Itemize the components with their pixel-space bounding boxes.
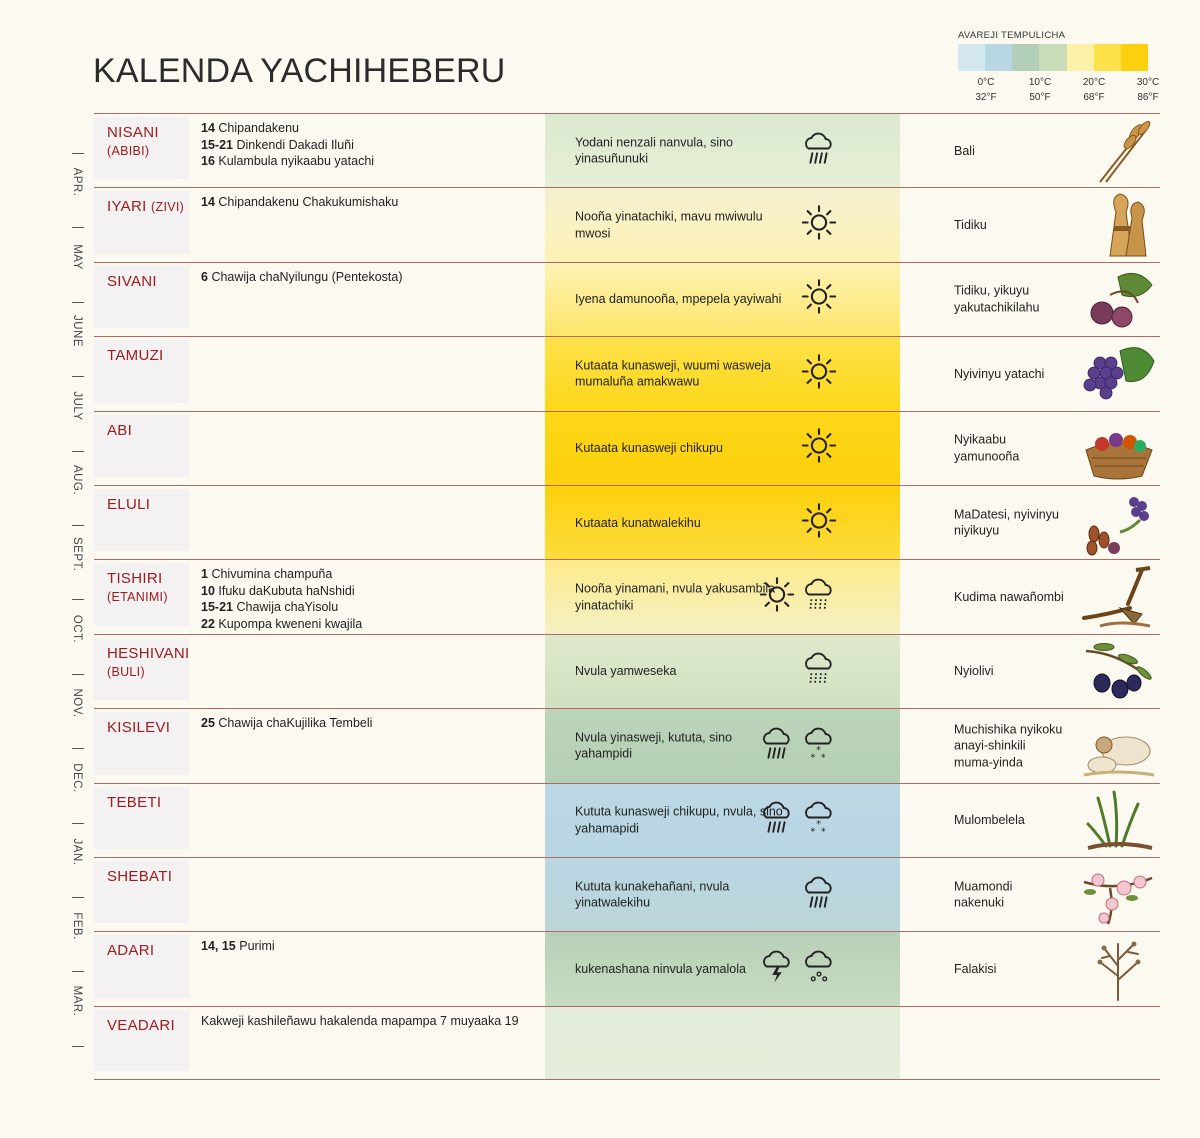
festival-line xyxy=(201,269,541,286)
agriculture-text: Nyivinyu yatachi xyxy=(954,366,1045,381)
festival-date: 1 xyxy=(201,567,208,582)
weather-text: Nvula yinasweji, kututa, sino yahampidi xyxy=(575,730,733,761)
hebrew-month-cell xyxy=(94,712,189,774)
weather-cell xyxy=(545,188,900,261)
hebrew-month-label: IYARI xyxy=(107,198,147,216)
hebrew-month-label: TAMUZI xyxy=(107,347,164,365)
festival-name: Chipandakenu Chakukumishaku xyxy=(218,195,399,210)
month-row xyxy=(94,411,1160,485)
legend-swatch xyxy=(1012,44,1039,71)
svg-text:*: * xyxy=(810,826,816,838)
drizzle-cloud-icon xyxy=(800,649,838,694)
hebrew-month-cell xyxy=(94,638,189,700)
festivals-cell xyxy=(201,715,541,732)
svg-text:*: * xyxy=(810,752,816,764)
festival-line xyxy=(201,120,541,137)
festival-date: 25 xyxy=(201,716,215,731)
festival-name: Chipandakenu xyxy=(218,121,300,135)
hebrew-month-cell xyxy=(94,266,189,328)
gregorian-month-label: DEC. xyxy=(71,762,83,793)
gregorian-month-label: MAR. xyxy=(71,985,83,1017)
temperature-legend xyxy=(958,30,1160,107)
hebrew-month-label: SHEBATI xyxy=(107,867,173,885)
rain-cloud-icon xyxy=(758,798,796,843)
hebrew-month-cell xyxy=(94,935,189,997)
festival-date: 14 xyxy=(201,121,215,135)
weather-cell xyxy=(545,784,900,857)
month-row xyxy=(94,187,1160,261)
sun-icon xyxy=(800,500,838,545)
month-row xyxy=(94,931,1160,1005)
month-divider-tick xyxy=(72,451,84,452)
month-divider-tick xyxy=(72,897,84,898)
festival-name: Chawija chaNyilungu (Pentekosta) xyxy=(211,269,403,284)
weather-icons xyxy=(800,277,838,322)
hebrew-month-name xyxy=(107,793,161,812)
legend-tick-celsius: 0°C xyxy=(977,77,995,88)
weather-icons xyxy=(758,723,838,768)
month-divider-tick xyxy=(72,302,84,303)
month-row xyxy=(94,113,1160,187)
gregorian-month xyxy=(60,244,94,270)
legend-tick-celsius: 10°C xyxy=(1028,77,1052,88)
hebrew-month-cell xyxy=(94,861,189,923)
month-row xyxy=(94,336,1160,410)
hebrew-month-name xyxy=(107,346,164,365)
gregorian-month-label: MAY xyxy=(71,244,83,270)
weather-cell xyxy=(545,486,900,559)
festivals-cell xyxy=(201,566,541,632)
month-divider-tick xyxy=(72,227,84,228)
festival-name: Dinkendi Dakadi Iluñi xyxy=(236,137,354,152)
festival-line xyxy=(201,616,541,633)
weather-cell xyxy=(545,412,900,485)
legend-swatch xyxy=(1121,44,1148,71)
gregorian-month-label: AUG. xyxy=(71,464,83,496)
page-title: KALENDA YACHIHEBERU xyxy=(93,52,506,90)
weather-cell xyxy=(545,114,900,187)
festival-line xyxy=(201,599,541,616)
festivals-cell xyxy=(201,269,541,286)
month-row xyxy=(94,262,1160,336)
hebrew-month-name xyxy=(107,123,159,161)
festival-date: 14, 15 xyxy=(201,939,236,954)
hebrew-month-cell xyxy=(94,563,189,625)
festival-line xyxy=(201,566,541,583)
weather-text: Nvula yamweseka xyxy=(575,664,677,679)
weather-icons xyxy=(800,649,838,694)
weather-cell xyxy=(545,263,900,336)
sun-icon xyxy=(758,575,796,620)
festival-date: 10 xyxy=(201,583,215,598)
hebrew-month-label: TEBETI xyxy=(107,793,162,811)
legend-title: AVAREJI TEMPULICHA xyxy=(958,30,1066,41)
weather-icons xyxy=(800,426,838,471)
svg-text:*: * xyxy=(816,744,821,756)
weather-icons xyxy=(800,351,838,396)
month-divider-tick xyxy=(72,971,84,972)
gregorian-month xyxy=(60,167,94,197)
festival-name: Ifuku daKubuta haNshidi xyxy=(218,583,355,598)
month-row xyxy=(94,708,1160,782)
hebrew-month-cell xyxy=(94,415,189,477)
hebrew-month-cell xyxy=(94,1010,189,1071)
drizzle-cloud-icon xyxy=(800,575,838,620)
festival-name: Kupompa kweneni kwajila xyxy=(218,616,363,631)
weather-icons xyxy=(800,872,838,917)
hebrew-month-label: SIVANI xyxy=(107,272,157,290)
weather-text: Kututa kunakehañani, nvula yinatwalekihu xyxy=(575,879,730,910)
hebrew-month-label: ABI xyxy=(107,421,133,439)
agriculture-text: MaDatesi, nyivinyu niyikuyu xyxy=(954,507,1059,538)
hebrew-month-label: NISANI xyxy=(107,124,159,141)
hail-cloud-icon xyxy=(800,946,838,991)
agriculture-text: Bali xyxy=(954,143,975,158)
festival-line xyxy=(201,194,541,211)
weather-icons xyxy=(758,575,838,620)
festival-name: Chawija chaKujilika Tembeli xyxy=(218,716,373,731)
weather-text: Kutaata kunatwalekihu xyxy=(575,515,701,530)
festival-line xyxy=(201,153,541,170)
legend-swatch xyxy=(958,44,985,71)
festivals-cell xyxy=(201,938,541,955)
hebrew-month-cell xyxy=(94,340,189,402)
hebrew-month-name xyxy=(107,1016,175,1035)
legend-tick-fahrenheit: 32°F xyxy=(975,92,997,103)
hebrew-month-label: KISILEVI xyxy=(107,719,171,737)
gregorian-month xyxy=(60,315,94,348)
hebrew-month-cell xyxy=(94,489,189,551)
festival-name: Kulambula nyikaabu yatachi xyxy=(218,154,375,168)
hebrew-month-cell xyxy=(94,787,189,849)
agriculture-text: Falakisi xyxy=(954,961,997,976)
agriculture-text: Nyikaabu yamunooña xyxy=(954,432,1020,464)
gregorian-month-label: SEPT. xyxy=(71,537,83,572)
agriculture-text: Kudima nawañombi xyxy=(954,589,1064,604)
hebrew-month-name xyxy=(107,421,132,440)
weather-cell xyxy=(545,560,900,633)
hebrew-month-label: VEADARI xyxy=(107,1016,175,1034)
hebrew-month-name xyxy=(107,569,168,607)
legend-tick-celsius: 30°C xyxy=(1136,77,1160,88)
hebrew-month-label: ELULI xyxy=(107,495,151,513)
agriculture-text: Nyiolivi xyxy=(954,664,994,679)
legend-tick-celsius: 20°C xyxy=(1082,77,1106,88)
gregorian-month xyxy=(60,390,94,421)
hebrew-month-alt-name: (ETANIMI) xyxy=(107,590,168,605)
weather-icons xyxy=(800,500,838,545)
festival-date: 6 xyxy=(201,269,208,284)
weather-cell xyxy=(545,1007,900,1079)
gregorian-month xyxy=(60,688,94,718)
hebrew-month-label: TISHIRI xyxy=(107,570,163,588)
sun-icon xyxy=(800,426,838,471)
weather-text: Kutaata kunasweji chikupu xyxy=(575,441,724,455)
gregorian-month-label: OCT. xyxy=(71,614,83,643)
legend-tick-fahrenheit: 68°F xyxy=(1083,92,1105,103)
festival-name: Purimi xyxy=(239,939,275,954)
festival-name: Chivumina champuña xyxy=(211,567,333,582)
month-divider-tick xyxy=(72,525,84,526)
festival-name: Kakweji kashileñawu hakalenda mapampa 7 muyaaka 19 xyxy=(201,1013,519,1028)
festival-date: 15-21 xyxy=(201,600,233,615)
month-row xyxy=(94,485,1160,559)
hebrew-month-alt-name: (ABIBI) xyxy=(107,144,150,158)
festival-date: 16 xyxy=(201,154,215,168)
gregorian-month-label: NOV. xyxy=(71,688,83,718)
hebrew-month-name xyxy=(107,495,150,514)
gregorian-month xyxy=(60,912,94,941)
legend-tick xyxy=(966,75,1006,105)
svg-text:*: * xyxy=(820,826,826,838)
hebrew-month-name xyxy=(107,941,154,960)
weather-text: Kututa kunasweji chikupu, nvula, sino yahamapidi xyxy=(575,804,783,836)
month-row xyxy=(94,1006,1160,1080)
month-divider-tick xyxy=(72,599,84,600)
weather-icons xyxy=(800,128,838,173)
festivals-cell xyxy=(201,1013,541,1030)
hebrew-month-name xyxy=(107,272,157,291)
month-row xyxy=(94,559,1160,633)
festival-line xyxy=(201,1013,541,1030)
hebrew-month-cell xyxy=(94,191,189,253)
weather-cell xyxy=(545,635,900,708)
month-divider-tick xyxy=(72,823,84,824)
hebrew-month-name xyxy=(107,197,184,217)
month-divider-tick xyxy=(72,674,84,675)
month-divider-tick xyxy=(72,376,84,377)
weather-cell xyxy=(545,337,900,410)
rain-cloud-icon xyxy=(800,128,838,173)
hebrew-month-name xyxy=(107,644,189,682)
weather-text: Nooña yinatachiki, mavu mwiwulu mwosi xyxy=(575,209,763,241)
gregorian-month xyxy=(60,537,94,572)
legend-color-bar xyxy=(958,44,1148,71)
svg-text:*: * xyxy=(816,819,821,831)
agriculture-text: Tidiku, yikuyu yakutachikilahu xyxy=(954,283,1040,315)
hebrew-month-label: ADARI xyxy=(107,942,155,960)
weather-cell xyxy=(545,709,900,782)
agriculture-text: Muchishika nyikoku anayi-shinkili muma-yinda xyxy=(954,722,1063,770)
gregorian-month xyxy=(60,614,94,643)
festival-name: Chawija chaYisolu xyxy=(236,600,339,615)
gregorian-month xyxy=(60,762,94,793)
rain-cloud-icon xyxy=(800,872,838,917)
weather-cell xyxy=(545,932,900,1005)
month-row xyxy=(94,857,1160,931)
agriculture-text: Muamondi nakenuki xyxy=(954,879,1013,910)
weather-icons xyxy=(800,203,838,248)
festival-date: 22 xyxy=(201,616,215,631)
rain-cloud-icon xyxy=(758,723,796,768)
month-row xyxy=(94,783,1160,857)
month-divider-tick xyxy=(72,748,84,749)
gregorian-month xyxy=(60,985,94,1017)
agriculture-text: Mulombelela xyxy=(954,812,1025,827)
festivals-cell xyxy=(201,194,541,211)
weather-cell xyxy=(545,858,900,931)
sun-icon xyxy=(800,203,838,248)
legend-swatch xyxy=(1039,44,1066,71)
festival-line xyxy=(201,137,541,154)
agriculture-text: Tidiku xyxy=(954,217,987,232)
calendar-table xyxy=(94,113,1160,1080)
svg-text:*: * xyxy=(820,752,826,764)
legend-swatch xyxy=(985,44,1012,71)
festival-line xyxy=(201,715,541,732)
snow-cloud-icon xyxy=(800,723,838,768)
hebrew-month-alt-name: (ZIVI) xyxy=(151,200,185,215)
month-divider-tick xyxy=(72,153,84,154)
festivals-cell xyxy=(201,120,541,170)
legend-ticks xyxy=(958,75,1160,107)
hebrew-month-alt-name: (BULI) xyxy=(107,664,145,679)
sun-icon xyxy=(800,351,838,396)
legend-tick xyxy=(1128,75,1168,105)
hebrew-month-name xyxy=(107,867,172,886)
gregorian-month-label: JULY xyxy=(71,390,83,421)
legend-tick-fahrenheit: 50°F xyxy=(1029,92,1051,103)
weather-icons xyxy=(758,946,838,991)
legend-tick xyxy=(1074,75,1114,105)
legend-tick-fahrenheit: 86°F xyxy=(1137,92,1159,103)
festival-date: 15-21 xyxy=(201,137,233,152)
snow-cloud-icon xyxy=(800,798,838,843)
festival-line xyxy=(201,938,541,955)
legend-tick xyxy=(1020,75,1060,105)
weather-text: Kutaata kunasweji, wuumi wasweja mumaluña amakwawu xyxy=(575,358,771,389)
gregorian-month-label: FEB. xyxy=(71,912,83,941)
festival-date: 14 xyxy=(201,195,215,210)
festival-line xyxy=(201,583,541,600)
weather-text: Iyena damunooña, mpepela yayiwahi xyxy=(575,292,782,307)
month-divider-tick xyxy=(72,1046,84,1047)
gregorian-month xyxy=(60,838,94,866)
gregorian-month-strip xyxy=(60,112,94,1080)
gregorian-month xyxy=(60,464,94,496)
storm-cloud-icon xyxy=(758,946,796,991)
weather-icons xyxy=(758,798,838,843)
legend-swatch xyxy=(1067,44,1094,71)
hebrew-month-name xyxy=(107,718,170,737)
gregorian-month-label: JAN. xyxy=(71,838,83,866)
hebrew-month-label: HESHIVANI xyxy=(107,644,190,662)
weather-text: Yodani nenzali nanvula, sino yinasuñunuki xyxy=(575,135,733,166)
month-row xyxy=(94,634,1160,708)
gregorian-month-label: APR. xyxy=(71,167,83,197)
hebrew-month-cell xyxy=(94,117,189,179)
weather-text: kukenashana ninvula yamalola xyxy=(575,961,746,976)
sun-icon xyxy=(800,277,838,322)
legend-swatch xyxy=(1094,44,1121,71)
weather-text: Nooña yinamani, nvula yakusambila yinatachiki xyxy=(575,581,776,613)
gregorian-month-label: JUNE xyxy=(71,315,83,348)
